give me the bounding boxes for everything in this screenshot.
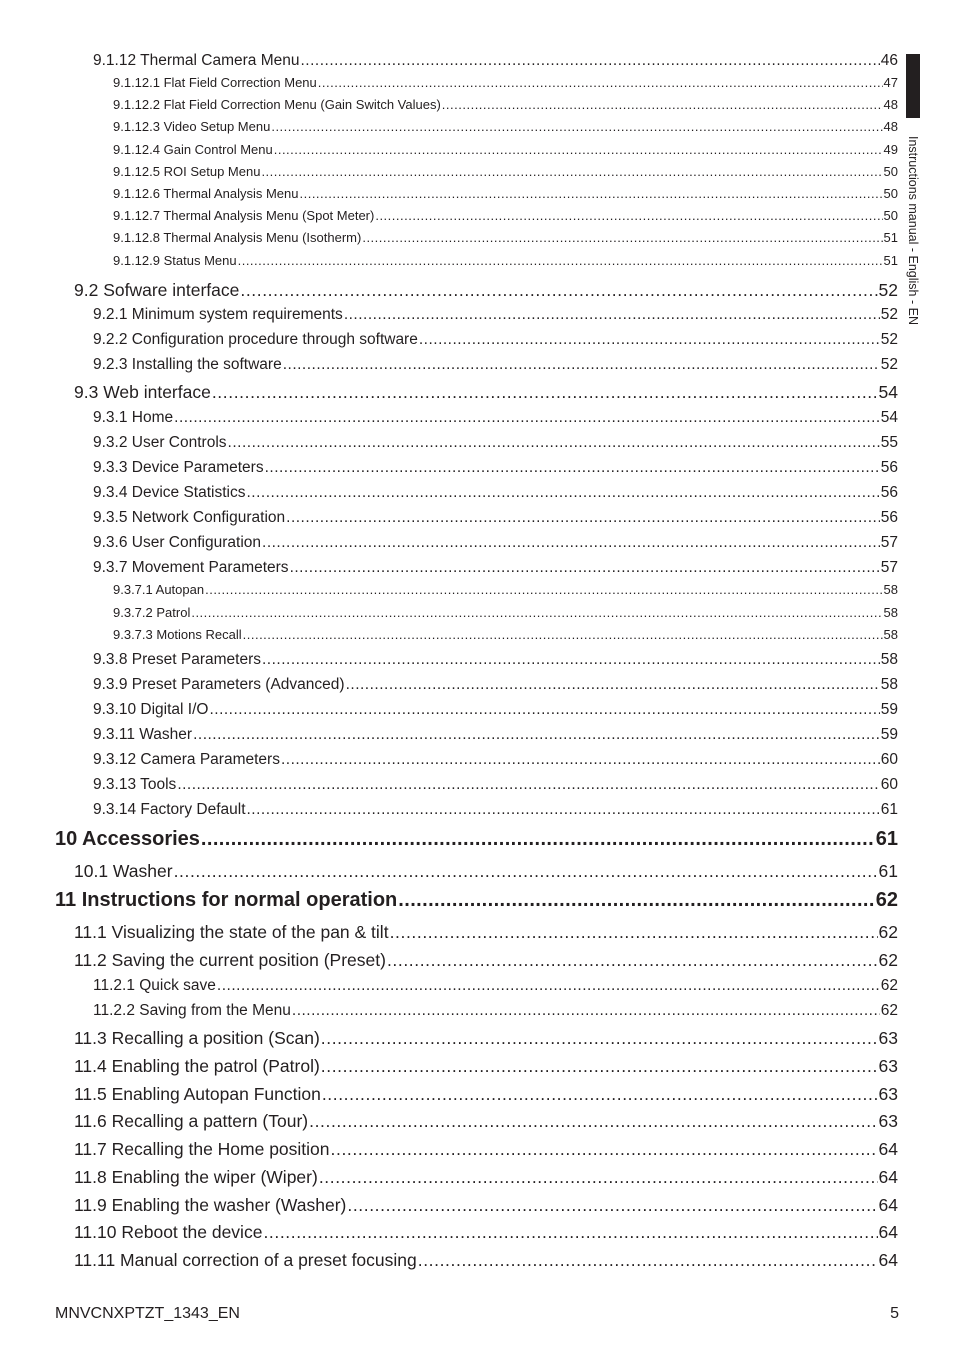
toc-dot-leader: [418, 1250, 878, 1271]
toc-entry-title: 9.3.1 Home: [93, 409, 174, 426]
toc-entry-title: 11.5 Enabling Autopan Function: [74, 1084, 321, 1104]
toc-dot-leader: [262, 534, 880, 552]
toc-entry[interactable]: [93, 701, 898, 719]
toc-entry-page: 61: [880, 801, 898, 818]
toc-dot-leader: [286, 509, 880, 527]
toc-dot-leader: [362, 230, 882, 245]
toc-entry[interactable]: [74, 1250, 898, 1271]
toc-dot-leader: [419, 331, 880, 349]
toc-entry-page: 63: [878, 1056, 898, 1076]
toc-dot-leader: [387, 950, 878, 971]
toc-dot-leader: [212, 382, 878, 403]
toc-entry[interactable]: [93, 306, 898, 324]
toc-entry[interactable]: [113, 164, 898, 179]
toc-entry-page: 57: [880, 559, 898, 576]
toc-entry-title: 11.7 Recalling the Home position: [74, 1139, 330, 1159]
toc-entry[interactable]: [74, 1139, 898, 1160]
toc-entry[interactable]: [113, 605, 898, 620]
toc-entry-page: 51: [883, 230, 898, 245]
toc-entry-title: 9.1.12.1 Flat Field Correction Menu: [113, 75, 317, 90]
toc-entry-page: 63: [878, 1028, 898, 1048]
toc-entry[interactable]: [74, 1084, 898, 1105]
toc-dot-leader: [398, 889, 874, 912]
toc-entry-page: 58: [883, 605, 898, 620]
toc-dot-leader: [201, 828, 875, 851]
toc-entry-page: 64: [878, 1222, 898, 1242]
toc-dot-leader: [261, 164, 882, 179]
toc-dot-leader: [243, 627, 883, 642]
toc-entry-title: 9.1.12.3 Video Setup Menu: [113, 119, 271, 134]
toc-dot-leader: [299, 186, 882, 201]
toc-entry-title: 9.3.3 Device Parameters: [93, 459, 264, 476]
toc-entry-page: 52: [880, 331, 898, 348]
toc-entry-page: 62: [880, 977, 898, 994]
toc-entry-page: 59: [880, 726, 898, 743]
toc-entry-title: 9.3 Web interface: [74, 382, 211, 402]
toc-entry-page: 52: [880, 356, 898, 373]
toc-entry[interactable]: [74, 1056, 898, 1077]
toc-dot-leader: [347, 1195, 877, 1216]
toc-entry[interactable]: [113, 97, 898, 112]
toc-entry-title: 9.1.12 Thermal Camera Menu: [93, 52, 300, 69]
toc-entry-title: 9.3.11 Washer: [93, 726, 193, 743]
toc-entry-page: 62: [878, 950, 898, 970]
toc-entry-page: 64: [878, 1167, 898, 1187]
toc-entry-page: 56: [880, 484, 898, 501]
toc-dot-leader: [344, 306, 880, 324]
toc-entry-title: 9.2 Sofware interface: [74, 280, 240, 300]
toc-entry-title: 9.3.7.2 Patrol: [113, 605, 191, 620]
toc-entry[interactable]: [93, 1002, 898, 1020]
toc-dot-leader: [217, 977, 880, 995]
toc-dot-leader: [321, 1056, 878, 1077]
toc-entry[interactable]: [74, 861, 898, 882]
toc-dot-leader: [240, 280, 877, 301]
toc-entry-title: 9.2.1 Minimum system requirements: [93, 306, 343, 323]
toc-entry-page: 62: [880, 1002, 898, 1019]
toc-entry-page: 51: [883, 253, 898, 268]
toc-entry-page: 58: [880, 676, 898, 693]
toc-entry[interactable]: [93, 409, 898, 427]
toc-entry-title: 9.1.12.9 Status Menu: [113, 253, 237, 268]
toc-entry-title: 9.2.3 Installing the software: [93, 356, 282, 373]
toc-entry-title: 9.1.12.7 Thermal Analysis Menu (Spot Meter): [113, 208, 375, 223]
toc-entry[interactable]: [93, 331, 898, 349]
toc-dot-leader: [191, 605, 882, 620]
toc-entry[interactable]: [113, 119, 898, 134]
toc-entry-page: 56: [880, 459, 898, 476]
toc-entry-title: 11.2.1 Quick save: [93, 977, 216, 994]
toc-dot-leader: [263, 1222, 877, 1243]
toc-dot-leader: [238, 253, 883, 268]
toc-dot-leader: [193, 726, 880, 744]
toc-entry[interactable]: [93, 801, 898, 819]
toc-dot-leader: [390, 922, 878, 943]
toc-dot-leader: [246, 484, 879, 502]
toc-entry-title: 9.3.9 Preset Parameters (Advanced): [93, 676, 345, 693]
toc-entry[interactable]: [113, 142, 898, 157]
toc-entry[interactable]: [74, 1222, 898, 1243]
toc-dot-leader: [309, 1111, 877, 1132]
toc-entry[interactable]: [93, 434, 898, 452]
toc-entry-title: 10 Accessories: [55, 828, 200, 850]
toc-entry-title: 9.1.12.8 Thermal Analysis Menu (Isotherm): [113, 230, 362, 245]
toc-entry-title: 9.3.4 Device Statistics: [93, 484, 246, 501]
toc-entry[interactable]: [113, 186, 898, 201]
toc-entry-page: 61: [875, 828, 898, 850]
toc-entry-title: 11 Instructions for normal operation: [55, 889, 398, 911]
toc-entry-page: 64: [878, 1195, 898, 1215]
footer-doc-code: MNVCNXPTZT_1343_EN: [55, 1305, 240, 1322]
toc-dot-leader: [375, 208, 882, 223]
toc-entry-page: 63: [878, 1084, 898, 1104]
toc-entry-page: 59: [880, 701, 898, 718]
toc-entry[interactable]: [55, 828, 898, 851]
toc-dot-leader: [322, 1084, 878, 1105]
toc-entry-title: 9.3.10 Digital I/O: [93, 701, 209, 718]
toc-entry[interactable]: [113, 208, 898, 223]
toc-entry-title: 11.2.2 Saving from the Menu: [93, 1002, 291, 1019]
toc-dot-leader: [281, 751, 880, 769]
toc-entry-page: 55: [880, 434, 898, 451]
toc-entry[interactable]: [93, 534, 898, 552]
toc-entry-page: 47: [883, 75, 898, 90]
toc-dot-leader: [205, 582, 882, 597]
toc-entry-page: 56: [880, 509, 898, 526]
toc-dot-leader: [247, 801, 880, 819]
toc-entry-title: 11.1 Visualizing the state of the pan & tilt: [74, 922, 389, 942]
toc-entry-title: 9.1.12.6 Thermal Analysis Menu: [113, 186, 299, 201]
toc-entry[interactable]: [93, 676, 898, 694]
toc-entry-title: 11.2 Saving the current position (Preset): [74, 950, 386, 970]
toc-entry[interactable]: [113, 75, 898, 90]
toc-entry-title: 9.2.2 Configuration procedure through software: [93, 331, 418, 348]
toc-entry-title: 9.3.8 Preset Parameters: [93, 651, 261, 668]
toc-entry-title: 9.3.13 Tools: [93, 776, 177, 793]
toc-entry-page: 60: [880, 776, 898, 793]
toc-entry-title: 11.4 Enabling the patrol (Patrol): [74, 1056, 320, 1076]
toc-entry[interactable]: [74, 1028, 898, 1049]
toc-dot-leader: [442, 97, 883, 112]
toc-dot-leader: [283, 356, 880, 374]
toc-entry-title: 11.11 Manual correction of a preset focusing: [74, 1250, 417, 1270]
toc-entry[interactable]: [55, 889, 898, 912]
toc-entry-page: 60: [880, 751, 898, 768]
toc-entry-page: 50: [883, 186, 898, 201]
toc-dot-leader: [290, 559, 880, 577]
toc-entry[interactable]: [93, 726, 898, 744]
toc-entry-title: 9.3.6 User Configuration: [93, 534, 262, 551]
toc-entry-page: 48: [883, 97, 898, 112]
toc-dot-leader: [331, 1139, 878, 1160]
toc-entry-page: 58: [880, 651, 898, 668]
toc-entry[interactable]: [74, 922, 898, 943]
toc-entry-title: 9.1.12.5 ROI Setup Menu: [113, 164, 261, 179]
toc-entry-title: 10.1 Washer: [74, 861, 173, 881]
toc-entry-page: 57: [880, 534, 898, 551]
toc-entry-page: 52: [878, 280, 898, 300]
toc-entry-page: 54: [878, 382, 898, 402]
toc-entry-page: 58: [883, 627, 898, 642]
toc-dot-leader: [174, 861, 878, 882]
toc-entry[interactable]: [74, 280, 898, 301]
toc-entry-title: 9.3.7.3 Motions Recall: [113, 627, 242, 642]
toc-entry[interactable]: [74, 382, 898, 403]
toc-entry[interactable]: [93, 751, 898, 769]
toc-entry[interactable]: [74, 950, 898, 971]
toc-entry-title: 11.6 Recalling a pattern (Tour): [74, 1111, 309, 1131]
toc-entry-title: 9.3.14 Factory Default: [93, 801, 246, 818]
toc-entry-page: 50: [883, 164, 898, 179]
toc-entry-title: 11.10 Reboot the device: [74, 1222, 263, 1242]
toc-dot-leader: [318, 75, 883, 90]
toc-entry-page: 52: [880, 306, 898, 323]
toc-dot-leader: [274, 142, 883, 157]
toc-dot-leader: [346, 676, 880, 694]
toc-entry[interactable]: [93, 52, 898, 70]
toc-entry-page: 62: [875, 889, 898, 911]
toc-entry[interactable]: [93, 977, 898, 995]
toc-entry[interactable]: [93, 776, 898, 794]
toc-entry-page: 64: [878, 1250, 898, 1270]
toc-dot-leader: [265, 459, 880, 477]
toc-entry[interactable]: [74, 1167, 898, 1188]
toc-entry-title: 9.3.12 Camera Parameters: [93, 751, 280, 768]
toc-dot-leader: [209, 701, 879, 719]
toc-entry-title: 9.3.5 Network Configuration: [93, 509, 286, 526]
toc-dot-leader: [319, 1167, 878, 1188]
toc-entry[interactable]: [93, 459, 898, 477]
toc-entry[interactable]: [113, 627, 898, 642]
toc-entry-title: 9.3.7 Movement Parameters: [93, 559, 289, 576]
toc-dot-leader: [300, 52, 879, 70]
toc-entry-page: 62: [878, 922, 898, 942]
toc-entry-page: 46: [880, 52, 898, 69]
toc-entry-title: 9.1.12.2 Flat Field Correction Menu (Gain Switch Values): [113, 97, 441, 112]
toc-dot-leader: [271, 119, 882, 134]
toc-entry-page: 61: [878, 861, 898, 881]
toc-entry-page: 50: [883, 208, 898, 223]
toc-dot-leader: [262, 651, 880, 669]
toc-entry-page: 58: [883, 582, 898, 597]
toc-entry[interactable]: [93, 484, 898, 502]
toc-entry[interactable]: [74, 1111, 898, 1132]
toc-entry[interactable]: [113, 582, 898, 597]
toc-dot-leader: [177, 776, 879, 794]
toc-entry-title: 9.1.12.4 Gain Control Menu: [113, 142, 273, 157]
footer-page-number: 5: [890, 1305, 899, 1322]
toc-entry-title: 9.3.2 User Controls: [93, 434, 227, 451]
toc-entry[interactable]: [113, 230, 898, 245]
toc-entry-page: 54: [880, 409, 898, 426]
toc-entry[interactable]: [93, 559, 898, 577]
toc-dot-leader: [174, 409, 880, 427]
toc-entry[interactable]: [93, 651, 898, 669]
toc-dot-leader: [321, 1028, 878, 1049]
toc-entry-title: 11.9 Enabling the washer (Washer): [74, 1195, 347, 1215]
toc-entry-page: 63: [878, 1111, 898, 1131]
toc-entry-page: 48: [883, 119, 898, 134]
toc-entry[interactable]: [113, 253, 898, 268]
toc-entry-title: 9.3.7.1 Autopan: [113, 582, 205, 597]
toc-entry[interactable]: [74, 1195, 898, 1216]
toc-entry[interactable]: [93, 356, 898, 374]
toc-entry-page: 64: [878, 1139, 898, 1159]
toc-dot-leader: [292, 1002, 880, 1020]
side-label: Instructions manual - English - EN: [906, 136, 920, 325]
toc-entry-page: 49: [883, 142, 898, 157]
side-tab-marker: [906, 54, 920, 118]
toc-entry-title: 11.8 Enabling the wiper (Wiper): [74, 1167, 318, 1187]
toc-entry[interactable]: [93, 509, 898, 527]
toc-dot-leader: [228, 434, 880, 452]
toc-entry-title: 11.3 Recalling a position (Scan): [74, 1028, 320, 1048]
